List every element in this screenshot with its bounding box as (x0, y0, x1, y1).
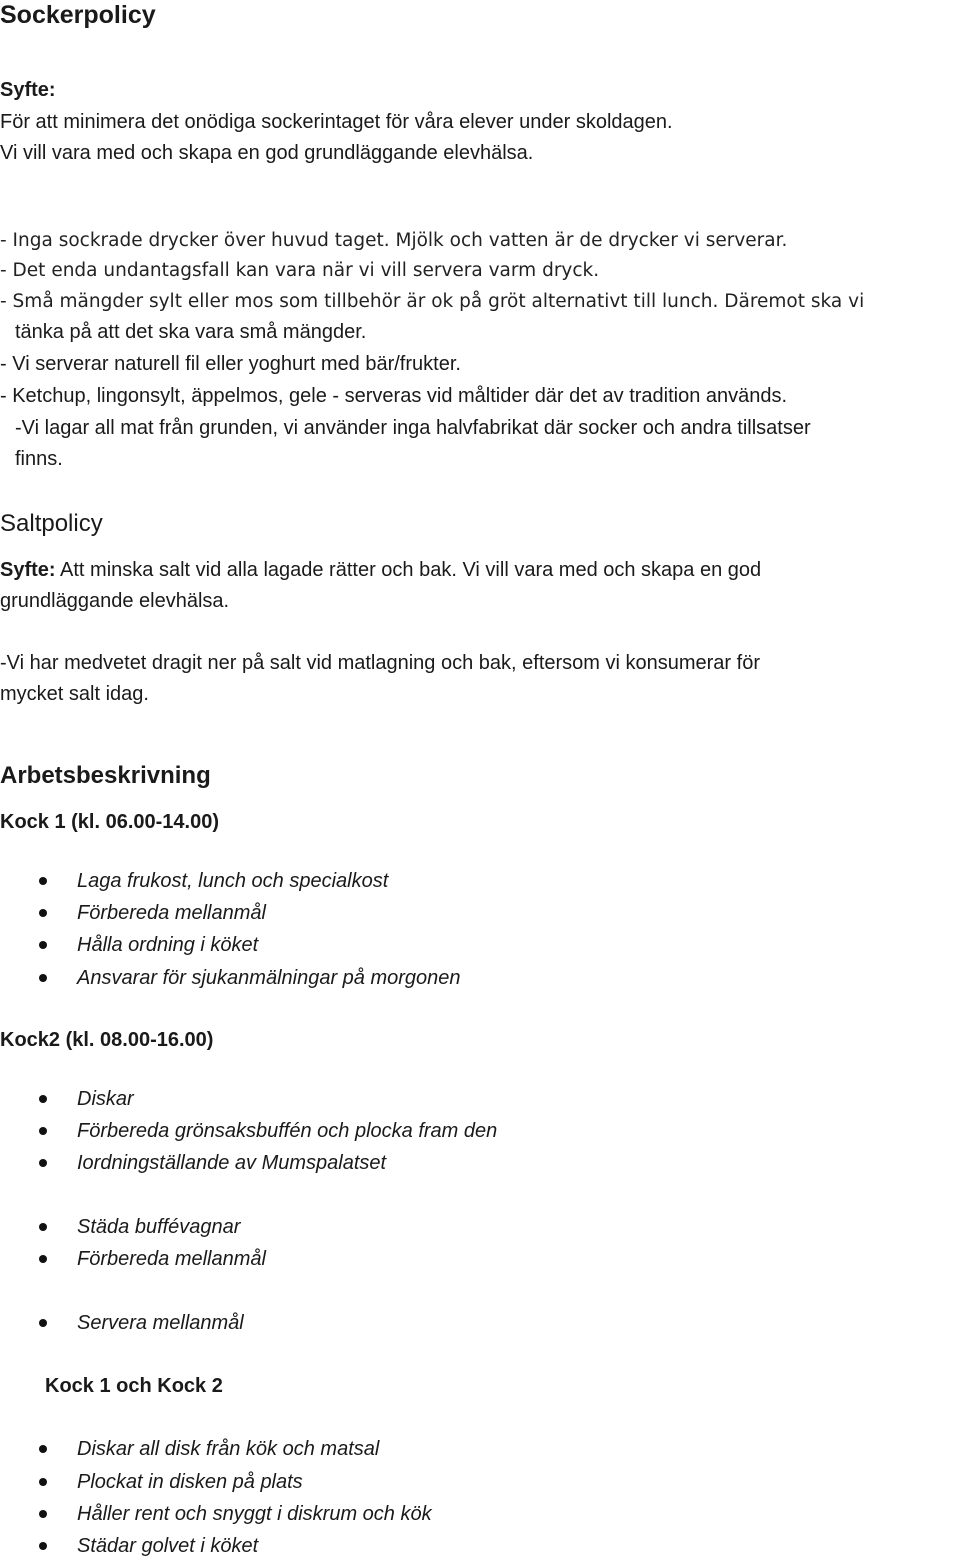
socker-syfte-label: Syfte: (0, 79, 56, 101)
list-item (0, 1531, 500, 1561)
list-item (0, 963, 560, 994)
salt-syfte-label: Syfte: (0, 559, 56, 581)
list-item-label: Ansvarar för sjukanmälningar på morgonen (77, 967, 461, 989)
list-item-label: Servera mellanmål (77, 1312, 244, 1334)
list-item-label: Laga frukost, lunch och specialkost (77, 870, 389, 892)
socker-rule: - Vi serverar naturell fil eller yoghurt med bär/frukter. (0, 353, 461, 375)
both-heading: Kock 1 och Kock 2 (45, 1375, 223, 1397)
bullet-icon (39, 877, 47, 885)
socker-rule: - Små mängder sylt eller mos som tillbehör är ok på gröt alternativt till lunch. Däremot ska vi (0, 291, 865, 312)
list-item (0, 1434, 500, 1465)
socker-rule: -Vi lagar all mat från grunden, vi använder inga halvfabrikat där socker och andra tillsatser (15, 417, 811, 439)
list-item-label: Hålla ordning i köket (77, 934, 259, 956)
bullet-icon (39, 1510, 47, 1518)
list-item-label: Förbereda grönsaksbuffén och plocka fram den (77, 1120, 498, 1142)
bullet-icon (39, 1478, 47, 1486)
salt-paragraph-line-2: mycket salt idag. (0, 683, 149, 705)
kock1-heading: Kock 1 (kl. 06.00-14.00) (0, 811, 220, 833)
bullet-icon (39, 1095, 47, 1103)
socker-rule: tänka på att det ska vara små mängder. (15, 321, 367, 343)
bullet-icon (39, 974, 47, 982)
kock2-heading: Kock2 (kl. 08.00-16.00) (0, 1029, 214, 1051)
list-item (0, 1148, 500, 1179)
salt-syfte-text: Att minska salt vid alla lagade rätter och bak. Vi vill vara med och skapa en god (55, 559, 762, 581)
list-item-label: Städar golvet i köket (77, 1535, 259, 1557)
socker-syfte-line-2: Vi vill vara med och skapa en god grundläggande elevhälsa. (0, 142, 534, 164)
salt-syfte-line-2: grundläggande elevhälsa. (0, 590, 230, 612)
list-item (0, 1499, 560, 1530)
list-item (0, 1084, 500, 1115)
list-item (0, 1116, 600, 1147)
salt-syfte (0, 555, 761, 586)
list-item-label: Förbereda mellanmål (77, 1248, 266, 1270)
bullet-icon (39, 1255, 47, 1263)
socker-syfte-line-1: För att minimera det onödiga sockerintaget för våra elever under skoldagen. (0, 111, 673, 133)
page-title: Sockerpolicy (0, 1, 156, 29)
bullet-icon (39, 1159, 47, 1167)
bullet-icon (39, 1445, 47, 1453)
list-item-label: Plockat in disken på plats (77, 1471, 303, 1493)
list-item-label: Håller rent och snyggt i diskrum och kök (77, 1503, 432, 1525)
list-item (0, 866, 500, 897)
bullet-icon (39, 941, 47, 949)
arbete-heading: Arbetsbeskrivning (0, 762, 211, 789)
list-item-label: Diskar all disk från kök och matsal (77, 1438, 380, 1460)
bullet-icon (39, 1319, 47, 1327)
list-item (0, 930, 500, 961)
salt-heading: Saltpolicy (0, 510, 103, 537)
list-item (0, 1212, 500, 1243)
list-item (0, 1308, 500, 1339)
list-item-label: Städa buffévagnar (77, 1216, 241, 1238)
bullet-icon (39, 1223, 47, 1231)
socker-rule: - Det enda undantagsfall kan vara när vi vill servera varm dryck. (0, 260, 600, 281)
list-item (0, 898, 500, 929)
bullet-icon (39, 909, 47, 917)
list-item (0, 1467, 500, 1498)
bullet-icon (39, 1542, 47, 1550)
list-item-label: Iordningställande av Mumspalatset (77, 1152, 387, 1174)
bullet-icon (39, 1127, 47, 1135)
socker-rule: finns. (15, 448, 63, 470)
salt-paragraph-line-1: -Vi har medvetet dragit ner på salt vid matlagning och bak, eftersom vi konsumerar för (0, 652, 760, 674)
list-item (0, 1244, 500, 1275)
socker-rule: - Inga sockrade drycker över huvud taget. Mjölk och vatten är de drycker vi serverar. (0, 230, 788, 251)
list-item-label: Förbereda mellanmål (77, 902, 266, 924)
socker-rule: - Ketchup, lingonsylt, äppelmos, gele - serveras vid måltider där det av tradition används. (0, 385, 788, 407)
list-item-label: Diskar (77, 1088, 134, 1110)
